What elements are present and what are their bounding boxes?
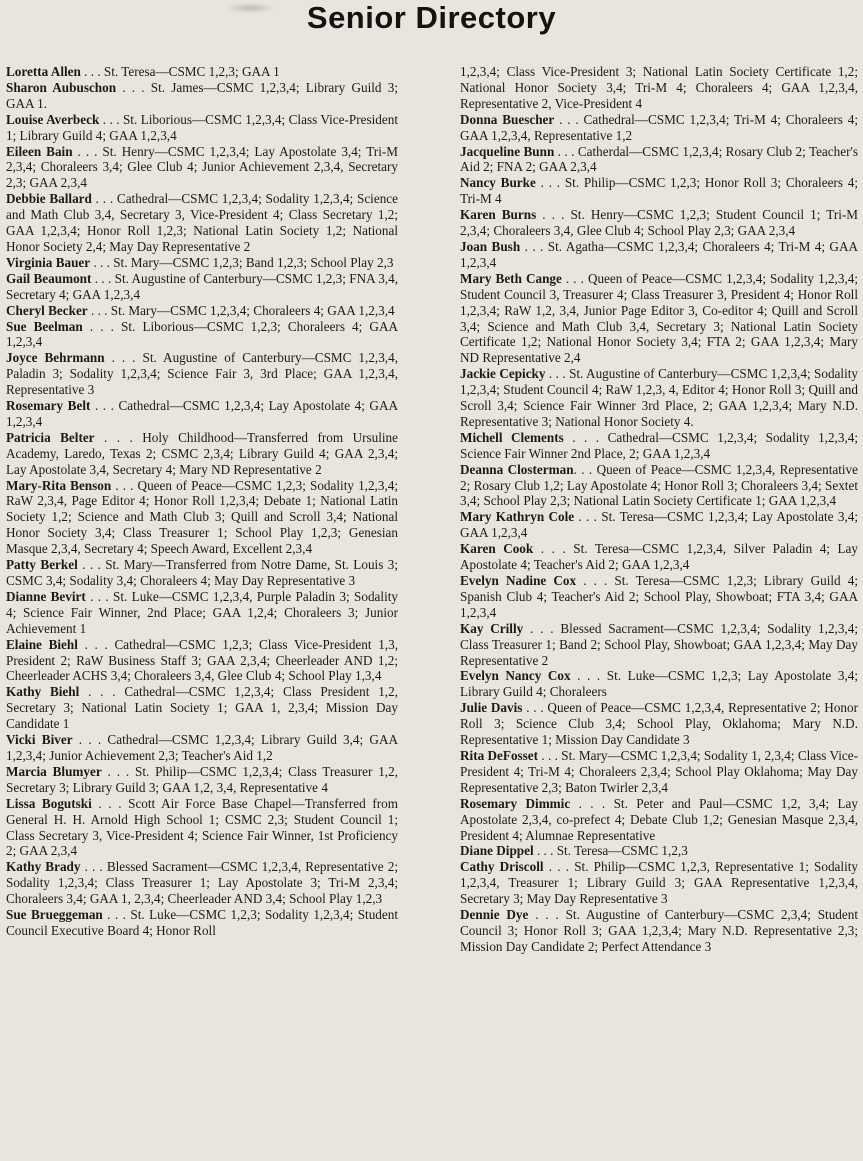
directory-entry — [6, 430, 398, 478]
student-activities: . . . Blessed Sacrament—CSMC 1,2,3,4; Sodality 1,2,3,4; Class Treasurer 1; Band 2; School Play, Showboat; GAA 1,2,3,4; May Day Representative 2 — [460, 620, 858, 668]
student-activities: . . . St. Henry—CSMC 1,2,3; Student Council 1; Tri-M 2,3,4; Choraleers 3,4, Glee Club 4; School Play 2,3; GAA 2,3,4 — [460, 207, 858, 239]
directory-entry — [6, 398, 398, 430]
student-name: Sharon Aubuschon — [6, 79, 117, 95]
directory-entry — [460, 271, 858, 366]
student-activities: . . . Cathedral—CSMC 1,2,3,4; Lay Apostolate 4; GAA 1,2,3,4 — [6, 398, 398, 429]
student-name: Louise Averbeck — [6, 111, 100, 127]
directory-entry — [6, 589, 398, 637]
directory-entry — [6, 859, 398, 907]
right-column — [460, 64, 858, 1158]
directory-entry — [6, 796, 398, 860]
directory-entry — [6, 303, 398, 319]
directory-entry — [460, 796, 858, 844]
student-activities: . . . St. Philip—CSMC 1,2,3; Honor Roll 3; Choraleers 4; Tri-M 4 — [460, 175, 858, 207]
student-activities: . . . St. Teresa—CSMC 1,2,3,4; Lay Apostolate 3,4; GAA 1,2,3,4 — [460, 509, 858, 541]
student-activities: . . . St. Agatha—CSMC 1,2,3,4; Choraleers 4; Tri-M 4; GAA 1,2,3,4 — [460, 238, 858, 270]
student-name: Michell Clements — [460, 429, 564, 445]
student-name: Kay Crilly — [460, 620, 524, 636]
student-name: Karen Cook — [460, 541, 534, 557]
student-name: Lissa Bogutski — [6, 795, 92, 811]
student-name: Karen Burns — [460, 207, 537, 223]
directory-entry — [6, 191, 398, 255]
student-activities: . . . Cathedral—CSMC 1,2,3,4; Sodality 1,2,3,4; Science Fair Winner 2nd Place, 2; GAA 1,2,3,4 — [460, 429, 859, 461]
directory-entry — [460, 509, 858, 541]
student-name: Jacqueline Bunn — [460, 143, 555, 159]
directory-entry — [6, 271, 398, 303]
student-activities: . . . St. Luke—CSMC 1,2,3; Lay Apostolate 3,4; Library Guild 4; Choraleers — [460, 668, 859, 700]
student-activities: . . . St. Teresa—CSMC 1,2,3,4, Silver Paladin 4; Lay Apostolate 4; Teacher's Aid 2; GAA 1,2,3,4 — [460, 541, 859, 573]
student-name: Cathy Driscoll — [460, 859, 544, 875]
student-name: Marcia Blumyer — [6, 763, 102, 779]
directory-entry — [460, 175, 858, 207]
student-activities: . . . Holy Childhood—Transferred from Ursuline Academy, Laredo, Texas 2; CSMC 2,3,4; Library Guild 4; GAA 2,3,4; Lay Apostolate 3,4, Secretary 4; Mary ND Representative 2 — [6, 429, 398, 477]
student-name: Sue Brueggeman — [6, 907, 103, 923]
directory-entry — [460, 64, 858, 112]
directory-entry — [6, 732, 398, 764]
student-activities: . . . St. James—CSMC 1,2,3,4; Library Guild 3; GAA 1. — [6, 79, 398, 111]
student-activities: . . . St. Teresa—CSMC 1,2,3; Library Guild 4; Spanish Club 4; Teacher's Aid 2; School Play, Showboat; FTA 3,4; GAA 1,2,3,4 — [460, 573, 858, 620]
student-name: Vicki Biver — [6, 732, 73, 748]
student-activities: . . . St. Augustine of Canterbury—CSMC 1,2,3; FNA 3,4, Secretary 4; GAA 1,2,3,4 — [6, 270, 399, 302]
student-activities: . . . St. Luke—CSMC 1,2,3,4, Purple Paladin 3; Sodality 4; Science Fair Winner, 2nd Place; GAA 1,2,4; Choraleers 3; Junior Achievement 1 — [6, 588, 398, 636]
student-name: Eileen Bain — [6, 143, 73, 159]
student-name: Joyce Behrmann — [6, 350, 105, 366]
student-name: Virginia Bauer — [6, 254, 91, 270]
student-name: Gail Beaumont — [6, 270, 92, 286]
directory-entry — [460, 144, 858, 176]
student-name: Jackie Cepicky — [460, 366, 546, 382]
directory-entry — [460, 112, 858, 144]
directory-entry — [460, 541, 858, 573]
student-activities: . . . Queen of Peace—CSMC 1,2,3,4; Sodality 1,2,3,4; Student Council 3, Treasurer 4; Class Treasurer 3, President 4; Honor Roll 1,2,3,4; RaW 1,2, 3,4, Junior Page Editor 3, Co-editor 4; Quill and Scroll 3,4; Science and Math Club 3,4, Secretary 3; National Latin Society Certificate 1,2; National Honor Society 3,4; FTA 2; GAA 1,2,3,4; Mary ND Representative 2,4 — [460, 270, 858, 366]
student-name: Mary-Rita Benson — [6, 477, 112, 493]
student-activities: . . . Queen of Peace—CSMC 1,2,3,4, Representative 2; Rosary Club 1,2; Lay Apostolate 4; Honor Roll 3; Choraleers 3,4; Sextet 3,4; School Play 2,3; National Latin Society Certificate 1; GAA 1,2,3,4 — [460, 461, 858, 509]
student-activities: . . . Cathedral—CSMC 1,2,3,4; Class President 1,2, Secretary 3; National Latin Society 1; GAA 1, 2,3,4; Mission Day Candidate 1 — [6, 684, 398, 732]
student-name: Patricia Belter — [6, 429, 95, 445]
student-activities: . . . Blessed Sacrament—CSMC 1,2,3,4, Representative 2; Sodality 1,2,3,4; Class Treasurer 1; Lay Apostolate 3; Tri-M 2,3,4; Choraleers 3,4; GAA 1, 2,3,4; Cheerleader AND 3,4; School Play 1,2,3 — [6, 859, 399, 907]
student-name: Rosemary Dimmic — [460, 795, 571, 811]
student-activities: . . . Scott Air Force Base Chapel—Transferred from General H. H. Arnold High School 1; CSMC 2,3; Student Council 1; Class Secretary 3, Vice-President 4; Science Fair Winner, 1st Proficiency 2; GAA 2,3,4 — [6, 795, 398, 859]
student-activities: . . . Cathedral—CSMC 1,2,3,4; Library Guild 3,4; GAA 1,2,3,4; Junior Achievement 2,3; Teacher's Aid 1,2 — [6, 732, 398, 763]
student-name: Evelyn Nadine Cox — [460, 573, 577, 588]
student-name: Deanna Closterman — [460, 461, 574, 477]
directory-entry — [6, 764, 398, 796]
student-name: Dennie Dye — [460, 907, 529, 923]
student-activities: . . . St. Luke—CSMC 1,2,3; Sodality 1,2,3,4; Student Council Executive Board 4; Honor Roll — [6, 907, 398, 938]
student-activities: . . . St. Liborious—CSMC 1,2,3,4; Class Vice-President 1; Library Guild 4; GAA 1,2,3,4 — [6, 111, 398, 143]
directory-entry — [460, 907, 858, 955]
student-activities: . . . St. Augustine of Canterbury—CSMC 2,3,4; Student Council 3; Honor Roll 3; GAA 1,2,3,4; Mary N.D. Representative 2,3; Mission Day Candidate 2; Perfect Attendance 3 — [460, 907, 858, 954]
student-activities: . . . Queen of Peace—CSMC 1,2,3; Sodality 1,2,3,4; RaW 2,3,4, Page Editor 4; Honor Roll 1,2,3,4; Debate 1; National Latin Society 1,2; Science and Math Club 3; Quill and Scroll 3,4; National Honor Society 3,4; Class Treasurer 1; School Play 1,2,3; Genesian Masque 2,3,4, Secretary 4; Speech Award, Excellent 2,3,4 — [6, 477, 398, 557]
student-name: Sue Beelman — [6, 318, 83, 334]
student-name: Mary Kathryn Cole — [460, 509, 575, 525]
student-activities: . . . Cathedral—CSMC 1,2,3; Class Vice-President 1,3, President 2; RaW Business Staff 3; GAA 2,3,4; Cheerleader AND 1,2; Cheerleader ACHS 3,4; Choraleers 3,4, Glee Club 4; School Play 1,3,4 — [6, 636, 398, 684]
page-title: Senior Directory — [306, 0, 557, 35]
directory-entry — [6, 637, 398, 685]
directory-entry — [6, 684, 398, 732]
student-activities: . . . St. Philip—CSMC 1,2,3,4; Class Treasurer 1,2, Secretary 3; Library Guild 3; GAA 1,2, 3,4, Representative 4 — [6, 763, 398, 795]
student-activities: . . . Cathedral—CSMC 1,2,3,4; Sodality 1,2,3,4; Science and Math Club 3,4, Secretary 3, Vice-President 4; Class Secretary 1,2; GAA 1,2,3,4; Honor Roll 1,2,3; National Latin Society 1,2; National Honor Society 2,4; May Day Representative 2 — [6, 191, 398, 254]
left-column — [6, 64, 398, 1158]
student-activities: . . . Queen of Peace—CSMC 1,2,3,4, Representative 2; Honor Roll 3; Science Club 3,4; School Play, Oklahoma; Mary N.D. Representative 1; Mission Day Candidate 3 — [460, 700, 858, 748]
student-name: Elaine Biehl — [6, 636, 78, 652]
student-name: Patty Berkel — [6, 557, 78, 573]
directory-entry — [460, 700, 858, 748]
directory-entry — [460, 748, 858, 796]
student-activities: . . . St. Mary—Transferred from Notre Dame, St. Louis 3; CSMC 3,4; Sodality 3,4; Choraleers 4; May Day Representative 3 — [6, 557, 398, 588]
directory-entry — [6, 64, 398, 80]
student-name: Dianne Bevirt — [6, 588, 86, 604]
directory-entry — [460, 366, 858, 430]
student-name: Mary Beth Cange — [460, 270, 562, 286]
student-activities: . . . St. Mary—CSMC 1,2,3,4; Choraleers 4; GAA 1,2,3,4 — [87, 302, 395, 318]
directory-entry — [460, 573, 858, 621]
student-name: Loretta Allen — [6, 64, 81, 79]
student-name: Joan Bush — [460, 238, 521, 254]
directory-entry — [6, 255, 398, 271]
student-activities: . . . St. Teresa—CSMC 1,2,3; GAA 1 — [80, 64, 280, 79]
directory-entry — [460, 430, 858, 462]
student-activities: . . . St. Augustine of Canterbury—CSMC 1,2,3,4, Paladin 3; Sodality 1,2,3,4; Science Fair 3, 3rd Place; GAA 1,2,3,4, Representative 3 — [6, 350, 398, 398]
student-activities: . . . St. Peter and Paul—CSMC 1,2, 3,4; Lay Apostolate 2,3,4, co-prefect 4; Debate Club 1,2; Genesian Masque 2,3,4, President 4; Alumnae Representative — [460, 795, 858, 843]
directory-entry — [6, 144, 398, 192]
directory-entry — [6, 557, 398, 589]
student-name: Rosemary Belt — [6, 398, 91, 414]
student-name: Kathy Brady — [6, 859, 81, 875]
student-name: Debbie Ballard — [6, 191, 92, 207]
directory-entry — [460, 462, 858, 510]
directory-entry — [460, 207, 858, 239]
directory-entry — [460, 843, 858, 859]
student-activities: . . . St. Henry—CSMC 1,2,3,4; Lay Apostolate 3,4; Tri-M 2,3,4; Choraleers 3,4; Glee Club 4; Junior Achievement 2,3,4, Secretary 2,3; GAA 2,3,4 — [6, 143, 398, 191]
student-activities: . . . Cathedral—CSMC 1,2,3,4; Tri-M 4; Choraleers 4; GAA 1,2,3,4, Representative 1,2 — [460, 111, 858, 143]
student-activities: . . . St. Augustine of Canterbury—CSMC 1,2,3,4; Sodality 1,2,3,4; Student Council 4; RaW 1,2,3, 4, Editor 4; Honor Roll 3; Quill and Scroll 3,4; Science Fair Winner 3rd Place, 2; GAA 1,2,3,4; Mary N.D. Representative 3; National Honor Society 4. — [460, 366, 858, 429]
directory-entry — [6, 319, 398, 351]
directory-entry — [6, 80, 398, 112]
directory-entry — [6, 478, 398, 558]
student-activities: . . . St. Mary—CSMC 1,2,3,4; Sodality 1, 2,3,4; Class Vice-President 4; Tri-M 4; Choraleers 2,3,4; School Play Oklahoma; May Day Representative 2,3; Baton Twirler 2,3,4 — [460, 747, 858, 795]
student-activities: . . . St. Liborious—CSMC 1,2,3; Choraleers 4; GAA 1,2,3,4 — [6, 318, 398, 350]
student-activities: . . . Catherdal—CSMC 1,2,3,4; Rosary Club 2; Teacher's Aid 2; FNA 2; GAA 2,3,4 — [460, 143, 858, 175]
student-name: Julie Davis — [460, 700, 523, 716]
directory-entry — [460, 668, 858, 700]
directory-entry — [6, 907, 398, 939]
student-name: Cheryl Becker — [6, 302, 88, 318]
student-activities: . . . St. Philip—CSMC 1,2,3, Representative 1; Sodality 1,2,3,4, Treasurer 1; Library Guild 3; GAA Representative 1,2,3,4, Secretary 3; May Day Representative 3 — [460, 859, 858, 907]
directory-entry — [6, 112, 398, 144]
student-name: Nancy Burke — [460, 175, 536, 191]
student-activities: 1,2,3,4; Class Vice-President 3; National Latin Society Certificate 1,2; National Honor Society 3,4; Tri-M 4; Choraleers 4; GAA 1,2,3,4, Representative 2, Vice-President 4 — [460, 64, 858, 111]
student-activities: . . . St. Mary—CSMC 1,2,3; Band 1,2,3; School Play 2,3 — [90, 254, 394, 270]
student-name: Evelyn Nancy Cox — [460, 668, 571, 684]
student-name: Donna Buescher — [460, 111, 555, 127]
student-activities: . . . St. Teresa—CSMC 1,2,3 — [533, 843, 688, 859]
directory-entry — [460, 859, 858, 907]
directory-entry — [460, 621, 858, 669]
student-name: Diane Dippel — [460, 843, 534, 859]
directory-entry — [460, 239, 858, 271]
student-name: Kathy Biehl — [6, 684, 80, 700]
directory-entry — [6, 350, 398, 398]
student-name: Rita DeFosset — [460, 747, 539, 763]
directory-columns — [6, 64, 858, 1158]
